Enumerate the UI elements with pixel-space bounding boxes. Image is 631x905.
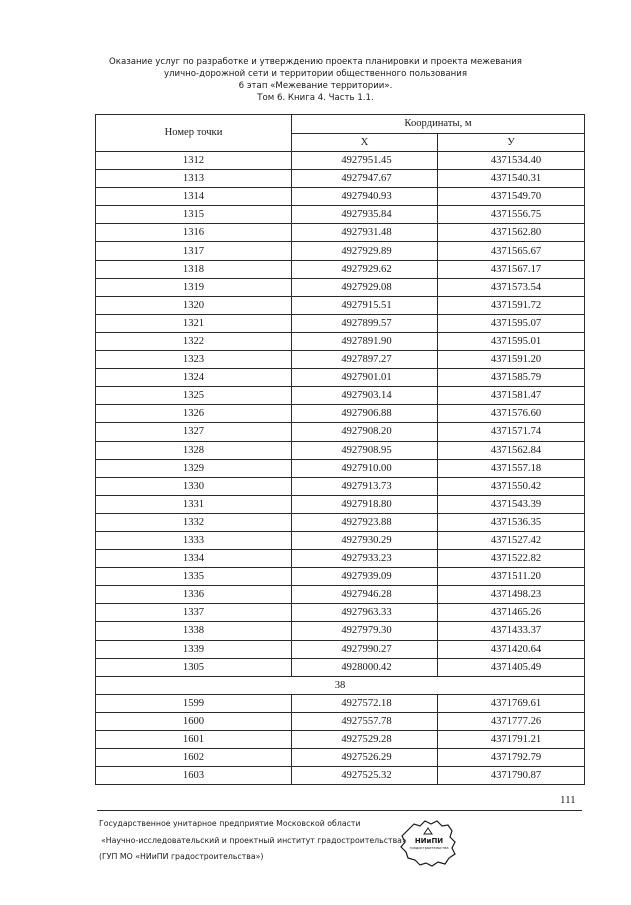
x-coordinate-cell: 4927990.27 [292, 640, 438, 658]
y-coordinate-cell: 4371549.70 [438, 188, 585, 206]
y-coordinate-cell: 4371527.42 [438, 531, 585, 549]
x-coordinate-cell: 4927929.08 [292, 278, 438, 296]
table-row [96, 586, 585, 604]
table-row [96, 568, 585, 586]
point-number-header: Номер точки [96, 115, 292, 152]
point-number-cell: 1603 [96, 767, 292, 785]
x-coordinate-cell: 4927526.29 [292, 749, 438, 767]
y-coordinate-cell: 4371522.82 [438, 550, 585, 568]
table-row [96, 604, 585, 622]
organization-footer [99, 816, 407, 866]
y-coordinate-cell: 4371511.20 [438, 568, 585, 586]
point-number-cell: 1331 [96, 495, 292, 513]
page-number: 111 [560, 794, 576, 806]
x-column-header: X [292, 134, 438, 152]
x-coordinate-cell: 4927572.18 [292, 694, 438, 712]
table-row [96, 731, 585, 749]
header-line-2: улично-дорожной сети и территории общественного пользования [163, 69, 468, 79]
table-row [96, 242, 585, 260]
point-number-cell: 1320 [96, 296, 292, 314]
x-coordinate-cell: 4927913.73 [292, 477, 438, 495]
y-coordinate-cell: 4371790.87 [438, 767, 585, 785]
table-body-group-b [96, 694, 585, 784]
x-coordinate-cell: 4927930.29 [292, 531, 438, 549]
section-label: 38 [96, 676, 585, 694]
y-coordinate-cell: 4371595.01 [438, 332, 585, 350]
point-number-cell: 1333 [96, 531, 292, 549]
y-coordinate-cell: 4371433.37 [438, 622, 585, 640]
table-row [96, 749, 585, 767]
x-coordinate-cell: 4927935.84 [292, 206, 438, 224]
coordinates-header: Координаты, м [292, 115, 585, 134]
x-coordinate-cell: 4927931.48 [292, 224, 438, 242]
y-coordinate-cell: 4371777.26 [438, 712, 585, 730]
table-row [96, 224, 585, 242]
point-number-cell: 1313 [96, 170, 292, 188]
table-row [96, 152, 585, 170]
table-row [96, 332, 585, 350]
table-row [96, 423, 585, 441]
y-coordinate-cell: 4371585.79 [438, 369, 585, 387]
point-number-cell: 1316 [96, 224, 292, 242]
table-row [96, 550, 585, 568]
table-row [96, 170, 585, 188]
header-line-3: 6 этап «Межевание территории». [238, 81, 393, 91]
y-coordinate-cell: 4371557.18 [438, 459, 585, 477]
logo-subtext: градостроительства [409, 846, 449, 850]
y-coordinate-cell: 4371591.20 [438, 351, 585, 369]
point-number-cell: 1337 [96, 604, 292, 622]
y-coordinate-cell: 4371769.61 [438, 694, 585, 712]
table-row [96, 477, 585, 495]
y-coordinate-cell: 4371573.54 [438, 278, 585, 296]
point-number-cell: 1601 [96, 731, 292, 749]
point-number-cell: 1326 [96, 405, 292, 423]
table-row [96, 314, 585, 332]
x-coordinate-cell: 4927923.88 [292, 513, 438, 531]
table-row [96, 459, 585, 477]
x-coordinate-cell: 4927891.90 [292, 332, 438, 350]
y-coordinate-cell: 4371420.64 [438, 640, 585, 658]
x-coordinate-cell: 4927903.14 [292, 387, 438, 405]
point-number-cell: 1318 [96, 260, 292, 278]
logo-text: НИиПИ [414, 837, 444, 845]
x-coordinate-cell: 4927525.32 [292, 767, 438, 785]
table-row [96, 495, 585, 513]
y-coordinate-cell: 4371565.67 [438, 242, 585, 260]
x-coordinate-cell: 4927899.57 [292, 314, 438, 332]
y-coordinate-cell: 4371498.23 [438, 586, 585, 604]
x-coordinate-cell: 4927946.28 [292, 586, 438, 604]
table-row [96, 405, 585, 423]
point-number-cell: 1319 [96, 278, 292, 296]
table-row [96, 622, 585, 640]
y-coordinate-cell: 4371536.35 [438, 513, 585, 531]
x-coordinate-cell: 4927557.78 [292, 712, 438, 730]
x-coordinate-cell: 4927963.33 [292, 604, 438, 622]
x-coordinate-cell: 4927908.95 [292, 441, 438, 459]
x-coordinate-cell: 4928000.42 [292, 658, 438, 676]
point-number-cell: 1305 [96, 658, 292, 676]
table-row [96, 351, 585, 369]
point-number-cell: 1312 [96, 152, 292, 170]
y-coordinate-cell: 4371405.49 [438, 658, 585, 676]
y-coordinate-cell: 4371576.60 [438, 405, 585, 423]
point-number-cell: 1602 [96, 749, 292, 767]
x-coordinate-cell: 4927947.67 [292, 170, 438, 188]
point-number-cell: 1339 [96, 640, 292, 658]
point-number-cell: 1332 [96, 513, 292, 531]
header-line-4: Том 6. Книга 4. Часть 1.1. [257, 93, 374, 103]
table-row [96, 260, 585, 278]
table-row [96, 188, 585, 206]
x-coordinate-cell: 4927906.88 [292, 405, 438, 423]
point-number-cell: 1336 [96, 586, 292, 604]
y-coordinate-cell: 4371556.75 [438, 206, 585, 224]
section-row [96, 676, 585, 694]
y-coordinate-cell: 4371792.79 [438, 749, 585, 767]
point-number-cell: 1322 [96, 332, 292, 350]
table-body-group-a [96, 152, 585, 677]
document-header [0, 56, 631, 104]
y-coordinate-cell: 4371543.39 [438, 495, 585, 513]
point-number-cell: 1323 [96, 351, 292, 369]
table-row [96, 369, 585, 387]
x-coordinate-cell: 4927897.27 [292, 351, 438, 369]
table-row [96, 694, 585, 712]
x-coordinate-cell: 4927929.62 [292, 260, 438, 278]
y-coordinate-cell: 4371550.42 [438, 477, 585, 495]
point-number-cell: 1324 [96, 369, 292, 387]
table-row [96, 441, 585, 459]
point-number-cell: 1321 [96, 314, 292, 332]
y-coordinate-cell: 4371591.72 [438, 296, 585, 314]
table-row [96, 513, 585, 531]
point-number-cell: 1600 [96, 712, 292, 730]
x-coordinate-cell: 4927908.20 [292, 423, 438, 441]
y-coordinate-cell: 4371534.40 [438, 152, 585, 170]
x-coordinate-cell: 4927933.23 [292, 550, 438, 568]
y-coordinate-cell: 4371540.31 [438, 170, 585, 188]
point-number-cell: 1315 [96, 206, 292, 224]
table-row [96, 278, 585, 296]
point-number-cell: 1328 [96, 441, 292, 459]
table-row [96, 206, 585, 224]
y-coordinate-cell: 4371791.21 [438, 731, 585, 749]
y-coordinate-cell: 4371465.26 [438, 604, 585, 622]
x-coordinate-cell: 4927939.09 [292, 568, 438, 586]
x-coordinate-cell: 4927979.30 [292, 622, 438, 640]
point-number-cell: 1325 [96, 387, 292, 405]
x-coordinate-cell: 4927951.45 [292, 152, 438, 170]
y-coordinate-cell: 4371571.74 [438, 423, 585, 441]
point-number-cell: 1599 [96, 694, 292, 712]
y-coordinate-cell: 4371595.07 [438, 314, 585, 332]
footer-divider [97, 810, 582, 811]
x-coordinate-cell: 4927910.00 [292, 459, 438, 477]
point-number-cell: 1317 [96, 242, 292, 260]
table-row [96, 640, 585, 658]
y-column-header: У [438, 134, 585, 152]
table-row [96, 767, 585, 785]
footer-line-2: «Научно-исследовательский и проектный институт градостроительства» [101, 835, 407, 845]
point-number-cell: 1338 [96, 622, 292, 640]
y-coordinate-cell: 4371567.17 [438, 260, 585, 278]
point-number-cell: 1329 [96, 459, 292, 477]
y-coordinate-cell: 4371562.80 [438, 224, 585, 242]
y-coordinate-cell: 4371562.84 [438, 441, 585, 459]
point-number-cell: 1330 [96, 477, 292, 495]
x-coordinate-cell: 4927915.51 [292, 296, 438, 314]
footer-line-1: Государственное унитарное предприятие Московской области [99, 819, 361, 828]
point-number-cell: 1335 [96, 568, 292, 586]
coordinates-table [95, 114, 585, 785]
x-coordinate-cell: 4927918.80 [292, 495, 438, 513]
table-row [96, 296, 585, 314]
x-coordinate-cell: 4927901.01 [292, 369, 438, 387]
table-row [96, 531, 585, 549]
point-number-cell: 1314 [96, 188, 292, 206]
x-coordinate-cell: 4927929.89 [292, 242, 438, 260]
header-line-1: Оказание услуг по разработке и утверждению проекта планировки и проекта межевания [109, 57, 522, 67]
y-coordinate-cell: 4371581.47 [438, 387, 585, 405]
point-number-cell: 1327 [96, 423, 292, 441]
x-coordinate-cell: 4927940.93 [292, 188, 438, 206]
table-row [96, 387, 585, 405]
moscow-region-outline-logo-icon [398, 816, 462, 868]
point-number-cell: 1334 [96, 550, 292, 568]
footer-line-3: (ГУП МО «НИиПИ градостроительства») [99, 852, 264, 861]
table-row [96, 658, 585, 676]
table-row [96, 712, 585, 730]
x-coordinate-cell: 4927529.28 [292, 731, 438, 749]
